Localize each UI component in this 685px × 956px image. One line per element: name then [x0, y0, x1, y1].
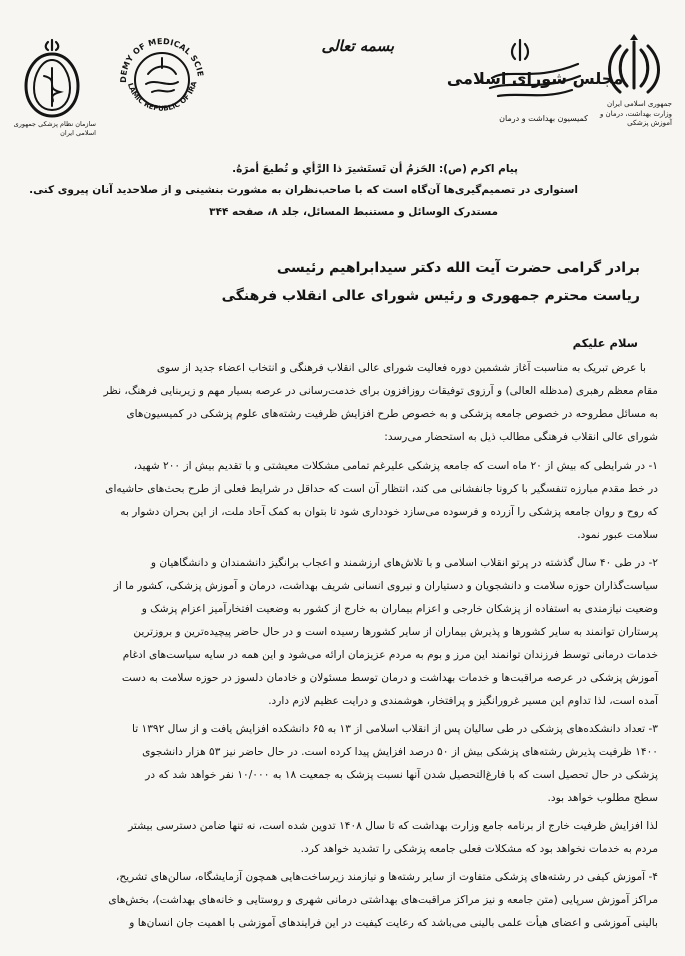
bismillah — [318, 36, 394, 62]
body-line: ۴- آموزش کیفی در رشته‌های پزشکی متفاوت از سایر رشته‌ها و نیازمند زیرساخت‌هایی همچون آزمایشگاه، سالن‌های تشریح، — [115, 871, 658, 883]
academy-ring-bottom: LAMIC REPUBLIC OF IRA — [125, 80, 199, 113]
quote-line-2: استواری در تصمیم‌گیری‌ها آن‌گاه است که با صاحب‌نظران به مشورت بنشینی و از صلاحدید آنان پیروی کنی. — [29, 184, 578, 196]
body-line: ۱۴۰۰ ظرفیت پذیرش رشته‌های پزشکی بیش از ۵۰ درصد افزایش پیدا کرده است. در حال حاضر نیز ۵۳ هزار دانشجوی — [142, 746, 658, 758]
body-line: سطح مطلوب خواهد بود. — [547, 792, 658, 804]
medical-council-emblem-icon — [16, 36, 88, 120]
majlis-caption: کمیسیون بهداشت و درمان — [499, 114, 588, 123]
body-line: ۱- در شرایطی که بیش از ۲۰ ماه است که جامعه پزشکی علیرغم تمامی مشکلات معیشتی و با تقدیم بیش از ۲۰۰ شهید، — [133, 460, 658, 472]
iran-emblem-icon — [600, 32, 668, 102]
academy-of-medical-sciences-seal — [112, 28, 212, 128]
body-line: آموزش پزشکی در عرصه مراقبت‌ها و خدمات بهداشت و درمان توسط مسئولان و خادمان دلسوز در حوزه سلامت به دست — [121, 672, 658, 684]
body-line: سیاست‌گذاران حوزه سلامت و دانشجویان و دستیاران و نیروی انسانی شریف بهداشت، درمان و آموزش پزشکی، کشور ما از — [113, 580, 658, 592]
majlis-emblem-icon — [446, 34, 624, 106]
body-line: در خط مقدم مبارزه تنفسگیر با کرونا جانفشانی می کند، انتظار آن است که حداقل در شرایط فعلی از طرح بحث‌های حاشیه‌ای — [105, 483, 658, 495]
body-line: بالینی آموزشی و اعضای هیأت علمی بالینی می‌باشد که رعایت کیفیت در این فرایندهای آموزشی با اهمیت جان انسان‌ها و — [129, 917, 658, 929]
body-line: به مسائل مطروحه در خصوص جامعه پزشکی و به خصوص طرح افزایش ظرفیت رشته‌های علوم پزشکی در کمیسیون‌های — [126, 408, 658, 420]
academy-seal-icon — [112, 28, 212, 128]
body-line: خدمات درمانی توسط فرزندان توانمند این مرز و بوم به مردم عزیزمان ارائه می‌شود و این همه در سایه سیاست‌های ادغام — [122, 649, 658, 661]
medical-council-caption: سازمان نظام پزشکی جمهوری اسلامی ایران — [13, 120, 96, 137]
body-line: ۳- تعداد دانشکده‌های پزشکی در طی سالیان پس از انقلاب اسلامی از ۱۳ به ۶۵ دانشکده افزایش یافت و از سال ۱۳۹۲ تا — [131, 723, 658, 735]
body-line: پرستاران توانمند به سایر کشورها و پذیرش بیماران از سایر کشورها رسیده است و در حال حاضر پیچیده‌ترین و بروزترین — [133, 626, 658, 638]
ministry-caption-1: جمهوری اسلامی ایران — [607, 100, 672, 108]
greeting: سلام علیکم — [572, 336, 638, 350]
ministry-caption-2: وزارت بهداشت، درمان و آموزش پزشکی — [599, 110, 672, 127]
quote-line-3: مستدرک الوسائل و مستنبط المسائل، جلد ۸، صفحه ۳۴۴ — [209, 206, 498, 218]
body-line: مراکز آموزش سرپایی (متن جامعه و نیز مراکز مراقبت‌های بهداشتی درمانی شهری و روستایی و خانه‌های بهداشت)، بخش‌های — [108, 894, 658, 906]
body-line: مردم به خدمات نخواهد بود که مشکلات فعلی جامعه پزشکی را تشدید خواهد کرد. — [300, 843, 658, 855]
addressee-line-2: ریاست محترم جمهوری و رئیس شورای عالی انقلاب فرهنگی — [221, 288, 640, 304]
majlis-logo — [446, 34, 624, 130]
body-line: آمده است، لذا تداوم این مسیر غرورانگیز و پرافتخار، هوشمندی و درایت عظیم لازم دارد. — [268, 695, 658, 707]
quote-line-1: پیام اکرم (ص): الحَزمُ أن تَستَشیرَ ذا الرَّأیِ و تُطیعَ أمرَهُ. — [232, 163, 518, 175]
bismillah-text: بسمه تعالی — [321, 37, 394, 55]
body-line: شورای عالی انقلاب فرهنگی مطالب ذیل به استحضار می‌رسد: — [384, 431, 658, 443]
academy-ring-top: DEMY OF MEDICAL SCIE — [118, 36, 205, 83]
majlis-calligraphy: مجلس شورای اسلامی — [446, 69, 624, 88]
body-line: پزشکی در حال تحصیل است که با فارغ‌التحصیل شدن آنها نسبت پزشک به جمعیت ۱۸ به ۱۰/۰۰۰ نفر خواهد شد که در — [145, 769, 658, 781]
body-line: ۲- در طی ۴۰ سال گذشته در پرتو انقلاب اسلامی و با تلاش‌های ارزشمند و اعجاب برانگیز دانشمندان و دانشگاهیان و — [150, 557, 658, 569]
svg-text:ACADEMY OF MEDICAL SCIENCES — [112, 28, 205, 83]
body-line: مقام معظم رهبری (مدظله العالی) و آرزوی توفیقات روزافزون برای خدمت‌رسانی در عرصه بسیار مهم و زیربنایی فرهنگ، نظر — [103, 385, 658, 397]
body-line: وضعیت نیازمندی به استفاده از پزشکان خارجی و اعزام بیماران به خارج از کشور به وضعیت افتخارآمیز اعزام پزشک و — [141, 603, 658, 615]
body-line: که روح و روان جامعه پزشکی را آزرده و فرسوده می‌سازد خودداری شود تا بتوان به کمک آحاد ملت، از این بحران دشوار به — [120, 506, 658, 518]
medical-council-logo — [13, 36, 96, 137]
body-line: لذا افزایش ظرفیت خارج از برنامه جامع وزارت بهداشت که تا سال ۱۴۰۸ تدوین شده است، نه تنها ضامن دسترسی بیشتر — [128, 820, 658, 832]
addressee-line-1: برادر گرامی حضرت آیت الله دکتر سیدابراهیم رئیسی — [276, 260, 640, 276]
body-line: سلامت عبور نمود. — [577, 529, 658, 541]
body-line: با عرض تبریک به مناسبت آغاز ششمین دوره فعالیت شورای عالی انقلاب فرهنگی و انتخاب اعضاء جدید از سوی — [156, 362, 646, 374]
